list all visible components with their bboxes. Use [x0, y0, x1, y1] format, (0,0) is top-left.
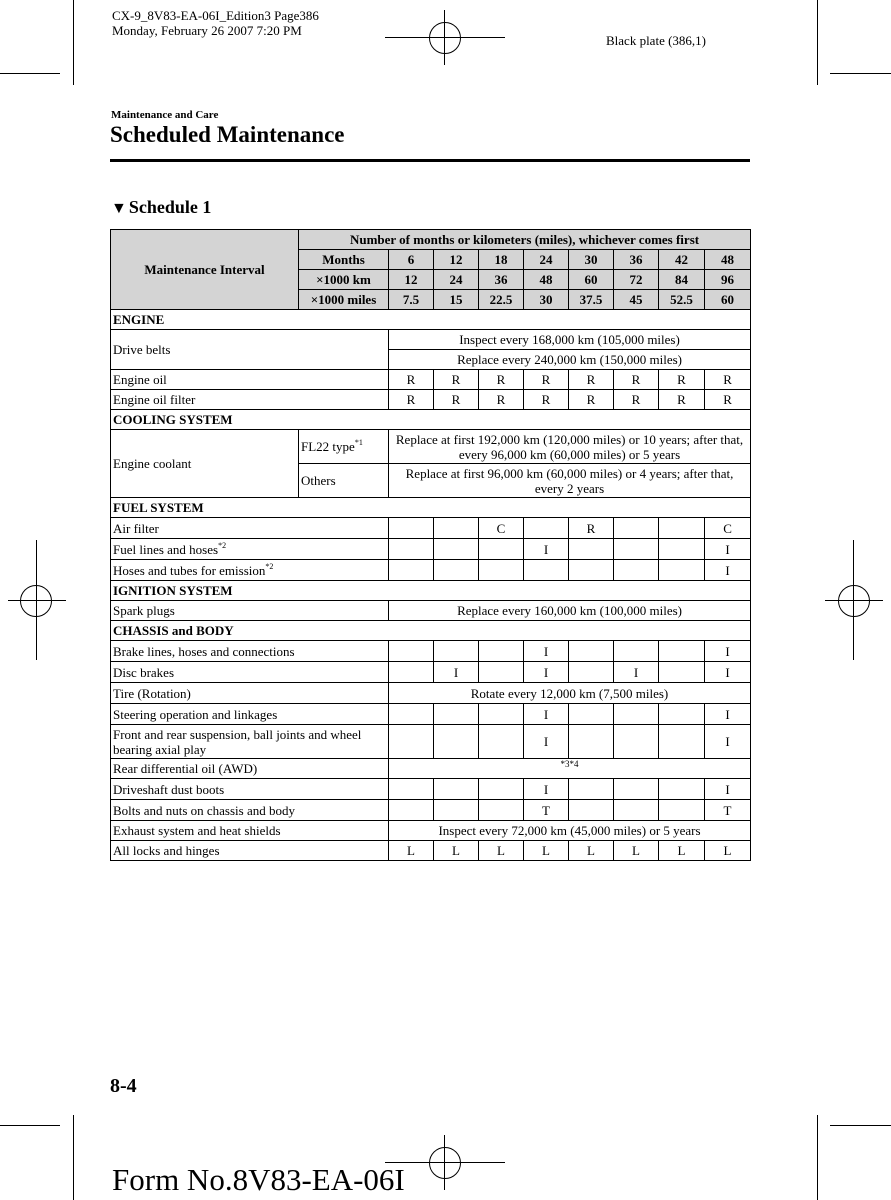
item-footnote: *3*4 — [389, 759, 751, 779]
km-cell: 60 — [569, 270, 614, 290]
section-row — [111, 498, 751, 518]
interval-header: Maintenance Interval — [111, 230, 299, 310]
schedule-cell — [569, 779, 614, 800]
registration-line — [8, 600, 66, 601]
schedule-cell: I — [524, 641, 569, 662]
schedule-cell: R — [524, 370, 569, 390]
schedule-cell — [569, 560, 614, 581]
schedule-cell: L — [614, 841, 659, 861]
schedule-cell — [659, 704, 705, 725]
schedule-cell: I — [524, 725, 569, 759]
fuel-section-title: FUEL SYSTEM — [111, 498, 751, 518]
schedule-cell: I — [524, 779, 569, 800]
schedule-cell: C — [705, 518, 751, 539]
km-cell: 72 — [614, 270, 659, 290]
schedule-cell — [569, 800, 614, 821]
schedule-cell — [434, 539, 479, 560]
schedule-cell: I — [524, 539, 569, 560]
item-label-text: Fuel lines and hoses — [113, 541, 219, 557]
cooling-section-title: COOLING SYSTEM — [111, 410, 751, 430]
crop-mark — [830, 1125, 891, 1126]
month-cell: 30 — [569, 250, 614, 270]
schedule-cell: I — [524, 704, 569, 725]
registration-mark-top — [429, 22, 461, 54]
schedule-cell — [569, 725, 614, 759]
item-note: Rotate every 12,000 km (7,500 miles) — [389, 683, 751, 704]
item-label: All locks and hinges — [111, 841, 389, 861]
print-date-line: Monday, February 26 2007 7:20 PM — [112, 23, 302, 38]
section-row — [111, 621, 751, 641]
item-label: Bolts and nuts on chassis and body — [111, 800, 389, 821]
coolant-type-label: Others — [299, 464, 389, 498]
coolant-type-label — [299, 430, 389, 464]
miles-label: ×1000 miles — [299, 290, 389, 310]
schedule-cell — [434, 800, 479, 821]
schedule-cell — [659, 518, 705, 539]
schedule-heading-text: Schedule 1 — [128, 197, 212, 217]
table-row — [111, 779, 751, 800]
schedule-cell — [389, 662, 434, 683]
schedule-cell — [479, 662, 524, 683]
schedule-cell — [389, 539, 434, 560]
schedule-cell: I — [705, 725, 751, 759]
schedule-cell — [614, 725, 659, 759]
item-label — [111, 539, 389, 560]
chassis-section-title: CHASSIS and BODY — [111, 621, 751, 641]
table-row — [111, 641, 751, 662]
schedule-cell: I — [705, 662, 751, 683]
month-cell: 36 — [614, 250, 659, 270]
item-note: Replace at first 192,000 km (120,000 miles) or 10 years; after that, every 96,000 km (60,000 miles) or 5 years — [389, 430, 751, 464]
section-label: Maintenance and Care — [111, 109, 219, 121]
schedule-cell: L — [389, 841, 434, 861]
crop-mark — [817, 1115, 818, 1200]
table-row — [111, 704, 751, 725]
schedule-cell: I — [524, 662, 569, 683]
schedule-cell — [434, 518, 479, 539]
schedule-cell — [434, 779, 479, 800]
schedule-cell: I — [705, 779, 751, 800]
registration-mark-bottom — [429, 1147, 461, 1179]
crop-mark — [0, 1125, 60, 1126]
km-cell: 48 — [524, 270, 569, 290]
table-row — [111, 430, 751, 464]
schedule-cell — [569, 539, 614, 560]
footnote-ref: *2 — [265, 561, 274, 571]
item-note: Inspect every 168,000 km (105,000 miles) — [389, 330, 751, 350]
miles-cell: 22.5 — [479, 290, 524, 310]
schedule-cell — [434, 725, 479, 759]
item-label: Spark plugs — [111, 601, 389, 621]
km-cell: 24 — [434, 270, 479, 290]
schedule-cell — [659, 539, 705, 560]
km-cell: 96 — [705, 270, 751, 290]
schedule-cell: I — [705, 641, 751, 662]
schedule-cell: R — [614, 390, 659, 410]
item-note: Inspect every 72,000 km (45,000 miles) or 5 years — [389, 821, 751, 841]
schedule-cell — [389, 560, 434, 581]
schedule-cell — [524, 560, 569, 581]
table-row — [111, 390, 751, 410]
schedule-cell — [479, 641, 524, 662]
plate-label: Black plate (386,1) — [606, 33, 706, 48]
table-row — [111, 841, 751, 861]
item-label: Engine oil filter — [111, 390, 389, 410]
schedule-cell: R — [705, 370, 751, 390]
miles-cell: 15 — [434, 290, 479, 310]
schedule-cell — [659, 779, 705, 800]
item-label: Rear differential oil (AWD) — [111, 759, 389, 779]
item-label: Front and rear suspension, ball joints and wheel bearing axial play — [111, 725, 389, 759]
ignition-section-title: IGNITION SYSTEM — [111, 581, 751, 601]
schedule-cell — [569, 704, 614, 725]
schedule-cell: R — [479, 370, 524, 390]
item-label: Engine coolant — [111, 430, 299, 498]
table-row — [111, 518, 751, 539]
schedule-cell — [614, 539, 659, 560]
schedule-cell: R — [479, 390, 524, 410]
schedule-cell — [389, 641, 434, 662]
schedule-cell — [389, 800, 434, 821]
table-row — [111, 601, 751, 621]
section-row — [111, 581, 751, 601]
schedule-cell: L — [659, 841, 705, 861]
table-row — [111, 800, 751, 821]
schedule-cell: C — [479, 518, 524, 539]
interval-span-header: Number of months or kilometers (miles), whichever comes first — [299, 230, 751, 250]
coolant-type-text: FL22 type — [301, 439, 355, 454]
schedule-cell: R — [705, 390, 751, 410]
table-row — [111, 560, 751, 581]
schedule-cell — [479, 725, 524, 759]
item-label: Air filter — [111, 518, 389, 539]
schedule-cell — [479, 539, 524, 560]
schedule-cell: R — [659, 370, 705, 390]
month-cell: 18 — [479, 250, 524, 270]
crop-mark — [0, 73, 60, 74]
item-label: Disc brakes — [111, 662, 389, 683]
month-cell: 24 — [524, 250, 569, 270]
schedule-cell: L — [569, 841, 614, 861]
schedule-cell — [614, 641, 659, 662]
month-cell: 12 — [434, 250, 479, 270]
registration-mark-right — [838, 585, 870, 617]
table-row — [111, 330, 751, 350]
page-title: Scheduled Maintenance — [110, 122, 345, 147]
item-label: Driveshaft dust boots — [111, 779, 389, 800]
table-row — [111, 759, 751, 779]
schedule-cell — [659, 725, 705, 759]
table-header-row — [111, 230, 751, 250]
registration-line — [444, 10, 445, 65]
schedule-cell — [614, 518, 659, 539]
item-label: Brake lines, hoses and connections — [111, 641, 389, 662]
schedule-cell — [659, 662, 705, 683]
table-row — [111, 539, 751, 560]
maintenance-schedule-table — [110, 229, 751, 861]
form-number: Form No.8V83-EA-06I — [112, 1162, 405, 1197]
miles-cell: 60 — [705, 290, 751, 310]
km-cell: 36 — [479, 270, 524, 290]
schedule-cell: R — [569, 518, 614, 539]
item-label: Drive belts — [111, 330, 389, 370]
month-cell: 42 — [659, 250, 705, 270]
schedule-cell: I — [705, 539, 751, 560]
registration-line — [825, 600, 883, 601]
schedule-cell — [389, 518, 434, 539]
schedule-cell — [614, 779, 659, 800]
item-note: Replace at first 96,000 km (60,000 miles) or 4 years; after that, every 2 years — [389, 464, 751, 498]
miles-cell: 37.5 — [569, 290, 614, 310]
schedule-cell — [614, 560, 659, 581]
schedule-cell — [659, 641, 705, 662]
miles-cell: 45 — [614, 290, 659, 310]
table-row — [111, 821, 751, 841]
schedule-cell: L — [434, 841, 479, 861]
schedule-cell — [659, 560, 705, 581]
engine-section-title: ENGINE — [111, 310, 751, 330]
crop-mark — [73, 0, 74, 85]
section-row — [111, 410, 751, 430]
footnote-ref: *1 — [354, 438, 363, 447]
schedule-cell: T — [705, 800, 751, 821]
schedule-cell — [614, 800, 659, 821]
schedule-cell — [434, 704, 479, 725]
schedule-cell: L — [524, 841, 569, 861]
schedule-cell: R — [434, 370, 479, 390]
schedule-cell — [569, 641, 614, 662]
schedule-cell — [434, 560, 479, 581]
item-note: Replace every 160,000 km (100,000 miles) — [389, 601, 751, 621]
schedule-cell — [434, 641, 479, 662]
schedule-cell: T — [524, 800, 569, 821]
schedule-cell: I — [705, 560, 751, 581]
schedule-cell — [524, 518, 569, 539]
schedule-cell: R — [389, 370, 434, 390]
schedule-cell: L — [705, 841, 751, 861]
page-number: 8-4 — [110, 1075, 137, 1097]
schedule-cell: R — [434, 390, 479, 410]
schedule-cell — [389, 704, 434, 725]
schedule-cell: R — [389, 390, 434, 410]
miles-cell: 30 — [524, 290, 569, 310]
crop-mark — [73, 1115, 74, 1200]
schedule-cell: L — [479, 841, 524, 861]
schedule-cell — [659, 800, 705, 821]
schedule-cell: R — [524, 390, 569, 410]
schedule-cell — [479, 704, 524, 725]
km-cell: 84 — [659, 270, 705, 290]
schedule-cell: R — [569, 390, 614, 410]
miles-cell: 7.5 — [389, 290, 434, 310]
table-row — [111, 683, 751, 704]
schedule-cell: I — [434, 662, 479, 683]
print-header — [112, 8, 319, 38]
km-label: ×1000 km — [299, 270, 389, 290]
schedule-cell — [569, 662, 614, 683]
table-row — [111, 370, 751, 390]
item-label: Engine oil — [111, 370, 389, 390]
title-rule — [110, 159, 750, 162]
schedule-cell: I — [614, 662, 659, 683]
schedule-cell — [479, 779, 524, 800]
months-label: Months — [299, 250, 389, 270]
item-label: Steering operation and linkages — [111, 704, 389, 725]
triangle-down-icon: ▼ — [111, 200, 127, 217]
table-row — [111, 662, 751, 683]
schedule-cell — [389, 725, 434, 759]
schedule-cell: R — [659, 390, 705, 410]
registration-line — [385, 37, 505, 38]
item-note: Replace every 240,000 km (150,000 miles) — [389, 350, 751, 370]
schedule-cell — [389, 779, 434, 800]
schedule-cell: I — [705, 704, 751, 725]
item-label-text: Hoses and tubes for emission — [113, 562, 266, 578]
item-label: Tire (Rotation) — [111, 683, 389, 704]
print-file-line: CX-9_8V83-EA-06I_Edition3 Page386 — [112, 8, 319, 23]
km-cell: 12 — [389, 270, 434, 290]
schedule-heading — [111, 197, 211, 218]
schedule-cell — [479, 560, 524, 581]
schedule-cell: R — [614, 370, 659, 390]
month-cell: 6 — [389, 250, 434, 270]
section-row — [111, 310, 751, 330]
crop-mark — [830, 73, 891, 74]
miles-cell: 52.5 — [659, 290, 705, 310]
registration-line — [444, 1135, 445, 1190]
schedule-cell: R — [569, 370, 614, 390]
item-label: Exhaust system and heat shields — [111, 821, 389, 841]
footnote-ref: *2 — [218, 540, 227, 550]
table-row — [111, 725, 751, 759]
month-cell: 48 — [705, 250, 751, 270]
crop-mark — [817, 0, 818, 85]
item-label — [111, 560, 389, 581]
schedule-cell — [614, 704, 659, 725]
schedule-cell — [479, 800, 524, 821]
